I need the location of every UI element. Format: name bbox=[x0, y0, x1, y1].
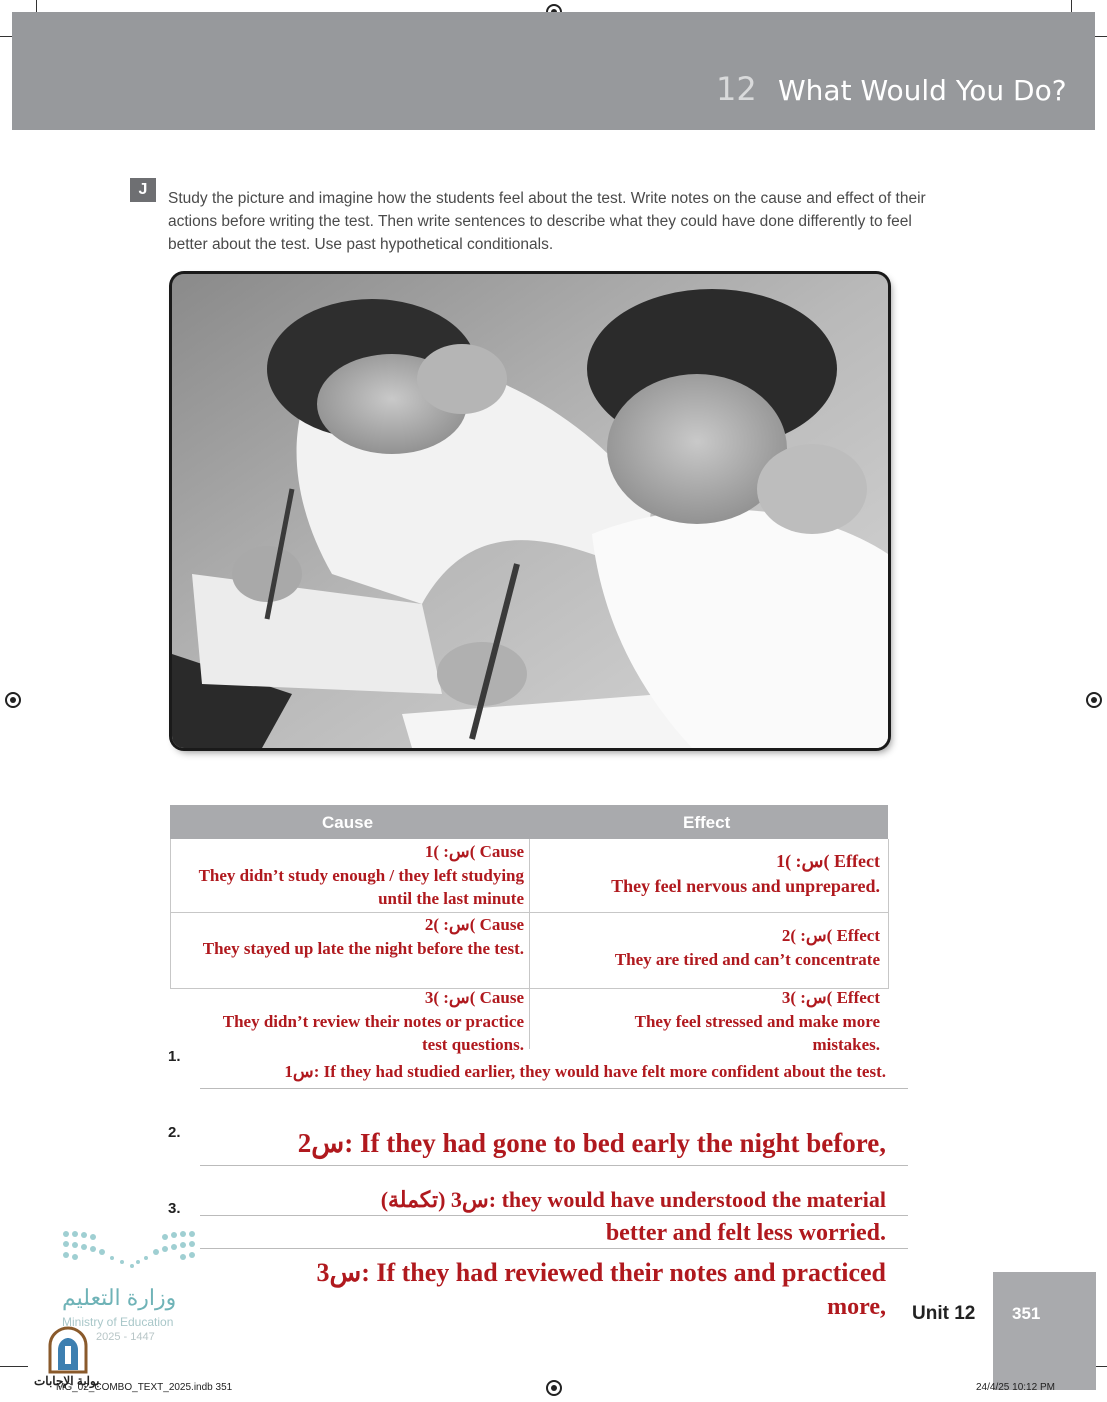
cause-1-label: س: )1( Cause bbox=[424, 842, 524, 861]
page-number-tab bbox=[993, 1272, 1096, 1390]
cause-column-header: Cause bbox=[322, 813, 374, 832]
unit-tab-label: Unit 12 bbox=[912, 1303, 976, 1324]
students-photo-illustration bbox=[172, 274, 888, 748]
cause-3-label: س: )3( Cause bbox=[424, 988, 524, 1007]
sentence-3-answer-end: more, bbox=[827, 1294, 886, 1320]
registration-mark-icon bbox=[1086, 692, 1102, 708]
writing-line bbox=[200, 1215, 908, 1216]
unit-number: 12 bbox=[716, 70, 757, 108]
site-logo-icon bbox=[46, 1326, 90, 1374]
writing-line bbox=[200, 1165, 908, 1166]
registration-mark-icon bbox=[546, 1380, 562, 1396]
cause-1-answer: They didn’t study enough / they left studying until the last minute bbox=[198, 866, 524, 908]
exercise-letter-badge: J bbox=[130, 178, 156, 202]
cause-effect-header bbox=[170, 805, 888, 839]
effect-2-label: س: )2( Effect bbox=[781, 926, 880, 945]
ministry-year: 2025 - 1447 bbox=[96, 1331, 155, 1343]
ministry-name-english: Ministry of Education bbox=[62, 1315, 174, 1329]
table-row-line bbox=[170, 912, 888, 913]
ministry-name-arabic: وزارة التعليم bbox=[62, 1285, 177, 1310]
effect-1-label: س: )1( Effect bbox=[776, 851, 880, 871]
print-file-name: MG_02_COMBO_TEXT_2025.indb 351 bbox=[56, 1382, 233, 1393]
effect-column-header: Effect bbox=[683, 813, 731, 832]
page-number: 351 bbox=[1012, 1304, 1041, 1323]
table-divider bbox=[529, 839, 530, 1049]
effect-3-label: س: )3( Effect bbox=[781, 988, 880, 1007]
effect-2-answer: They are tired and can’t concentrate bbox=[614, 950, 880, 969]
sentence-3-continuation: س3 (تكملة): they would have understood the material bbox=[380, 1187, 886, 1212]
cause-2-answer: They stayed up late the night before the test. bbox=[202, 939, 524, 958]
sentence-number-1: 1. bbox=[168, 1048, 181, 1065]
ministry-logo-dots-icon bbox=[62, 1228, 198, 1272]
cause-2-label: س: )2( Cause bbox=[424, 915, 524, 934]
sentence-3-answer: س3: If they had reviewed their notes and practiced bbox=[316, 1258, 886, 1287]
table-border bbox=[170, 839, 171, 989]
crop-mark bbox=[0, 1366, 28, 1367]
students-writing-test-photo bbox=[172, 274, 888, 748]
unit-header bbox=[12, 12, 1095, 130]
sentence-number-3: 3. bbox=[168, 1200, 181, 1217]
table-border bbox=[888, 839, 889, 989]
site-name: بوابة الإجابات bbox=[34, 1374, 100, 1388]
sentence-number-2: 2. bbox=[168, 1124, 181, 1141]
sentence-3-continuation-line-2: better and felt less worried. bbox=[605, 1220, 886, 1246]
unit-title: What Would You Do? bbox=[778, 74, 1067, 107]
sentence-1-answer: س1: If they had studied earlier, they would have felt more confident about the test. bbox=[284, 1062, 886, 1081]
writing-line bbox=[200, 1088, 908, 1089]
print-timestamp: 24/4/25 10:12 PM bbox=[976, 1382, 1055, 1393]
registration-mark-icon bbox=[5, 692, 21, 708]
effect-3-answer: They feel stressed and make more mistakes. bbox=[634, 1012, 880, 1054]
writing-line bbox=[200, 1248, 908, 1249]
sentence-2-answer: س2: If they had gone to bed early the night before, bbox=[297, 1128, 886, 1158]
cause-3-answer: They didn’t review their notes or practice test questions. bbox=[222, 1012, 524, 1054]
effect-1-answer: They feel nervous and unprepared. bbox=[611, 876, 880, 896]
exercise-instructions: Study the picture and imagine how the students feel about the test. Write notes on the cause and effect of their actions before writing the test. Then write sentences to describe what they could have done differently to feel better about the test. Use past hypothetical conditionals. bbox=[168, 190, 926, 253]
